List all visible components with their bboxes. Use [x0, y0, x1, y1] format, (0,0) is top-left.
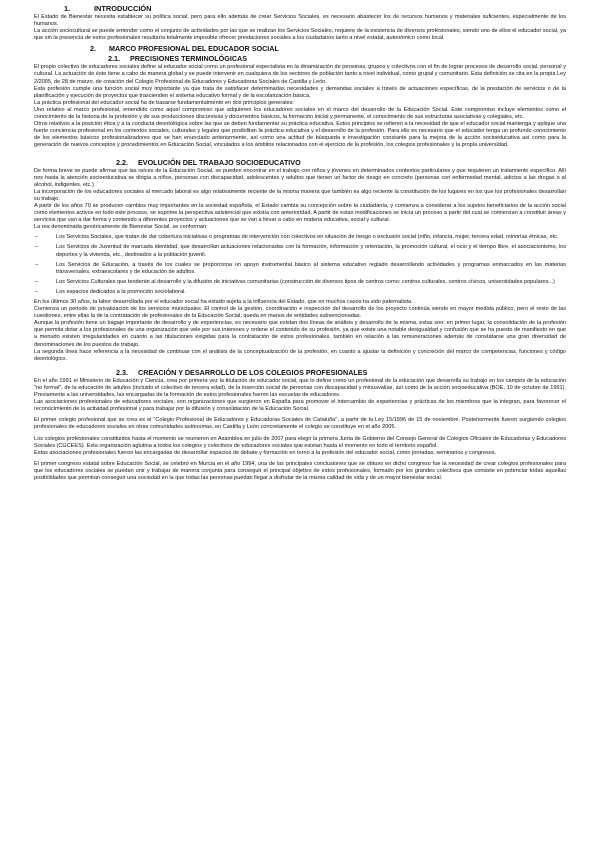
paragraph: Las asociaciones profesionales de educadores sociales, son organizaciones que surgieron en España para promover el intercambio de experiencias y prácticas de los miembros que la integran, para favorecer el reconocimiento de la actividad profesional y para trabajar por la difusión y consolidación de la Educación Social.	[34, 399, 566, 413]
subsection-title: CREACIÓN Y DESARROLLO DE LOS COLEGIOS PROFESIONALES	[138, 367, 368, 377]
paragraph: La rea denominada genéricamente de Bienestar Social, se conforman:	[34, 224, 208, 231]
paragraph: La incorporación de los educadores sociales al mercado laboral es algo relativamente reciente de la misma manera que también es algo reciente la constitución de los lugares en los que los profesionales desarrollan su trabajo.	[34, 188, 566, 202]
subsection-title: EVOLUCIÓN DEL TRABAJO SOCIOEDUCATIVO	[138, 157, 301, 167]
subsection-number: 2.2.	[116, 157, 128, 167]
section-heading	[34, 44, 566, 53]
paragraph: La acción sociocultural se puede entender como el conjunto de actividades por las que se realizan los Servicios Sociales, requiere de la existencia de diversos profesionales, siendo uno de ellos el educador social, ya que sin la presencia de estos profesionales resultaría totalmente imposible ofrecer prestaciones sociales a los ciudadanos tanto a nivel estatal, autonómico como local.	[34, 28, 566, 42]
paragraph: El propio colectivo de educadores sociales define al educador social como un profesional especialista en la dinamización de personas, grupos y colectivos con el fin de lograr procesos de desarrollo social, personal y cultural. La actuación de éste tiene a cabo de manera global y se puede intervenir en cualquiera de los sectores de población tanto a nivel individual, como grupal y comunitario. Esta definición se cita en la propia Ley 2/2005, de 28 de marzo, de creación del Colegio Profesional de Educadores y Educadoras Sociales de Castilla y León.	[34, 64, 566, 85]
list-item: – Los Servicios Culturales que tenderán al desarrollo y la difusión de iniciativas comunitarias (construcción de diversos tipos de centros como: centros culturales, centros cívicos, universidades populares...)	[56, 279, 566, 286]
subsection-title: PRECISIONES TERMINOLÓGICAS	[130, 54, 248, 64]
paragraph: En los últimos 30 años, la labor desarrollada por el educador social ha estado sujeta a la influencia del Estado, que en muchos casos ha sido paternalista.	[34, 299, 413, 305]
list-item: – Los Servicios de Educación, a través de los cuales se proporciona un apoyo instrumental básico al sistema educativo reglado desarrollando actividades y programas enmarcados en las materias transversales, extraescolares y de educación de adultos.	[56, 262, 566, 276]
paragraph: El primer colegio profesional que se crea es el "Colegio Profesional de Educadores y Educadoras Sociales de Cataluña", a partir de la Ley 15/1996 de 15 de noviembre. Posteriormente fueron surgiendo colegios profesionales de educadores sociales en otras comunidades autónomas, en Castilla y León concretamente el colegio se constituye en el año 2005.	[34, 417, 566, 431]
paragraph: Esta profesión cumple una función social muy importante ya que trata de satisfacer determinadas necesidades y demandas sociales a través de actuaciones específicas, de la prestación de servicios o de la planificación y ejecución de proyectos que trascienden el sistema educativo formal y de la escolarización básica.	[34, 85, 566, 99]
paragraph: Aunque la profesión tiene un bagaje importante de desarrollo y de experiencias, es necesario que existan dos líneas de análisis y desarrollo de la misma, estas son: en primer lugar, la consolidación de la profesión que permita dotar a los profesionales de una organización que vele por sus intereses y ordene el contenido de su profesión, ya que existe una notable desigualdad y confusión que se ha puesto de manifiesto en que a menudo existen irregularidades en cuanto a las titulaciones exigidas para la contratación de estos profesionales, también en relación a las remuneraciones además de constatarse una gran diversidad de denominaciones de los puestos de trabajo.	[34, 320, 566, 348]
paragraph: De forma breve se puede afirmar que las raíces de la Educación Social, se pueden encontrar en el trabajo con niños y jóvenes en determinados contextos particulares y que requieren un tratamiento específico. Allí nos hasta la atención socioeducativa se dirigía a niños, personas con discapacidad, adolescentes y adultos que tienen un factor de riesgo en concreto (personas con enfermedad mental, adictos a las drogas o al alcohol, indigentes, etc.)	[34, 167, 566, 188]
paragraph: La práctica profesional del educador social ha de basarse fundamentalmente en dos principios generales:	[34, 99, 294, 106]
paragraph: Otros relativos a la posición ética y a la conducta deontológica sobre las que se deben fundamentar su práctica educativa. Estos principios se refieren a la necesidad de que el educador social mantenga y aplique una fuerte conciencia profesional en los contextos sociales, culturales y legales que posibilitan la práctica educativa y el desarrollo de la profesión. Para ello es necesario que el educador tenga un profundo conocimiento de los elementos básicos profesionalizadores que se han enunciado anteriormente, así como una actitud de búsqueda e investigación constante para la mejora de la acción socioeducativa así como para la generación de nuevos conceptos y procedimientos en Educación Social, vinculados a los ámbitos relacionados con el ejercicio de la profesión, los colegios profesionales y la propia universidad.	[34, 121, 566, 149]
section-number: 2.	[90, 44, 96, 54]
paragraph: Los colegios profesionales constituidos hasta el momento se reunieron en Asamblea en julio de 2007 para elegir la primera Junta de Gobierno del Consejo General de Colegios Oficiales de Educadoras y Educadores Sociales (CGCEES). Esta organización aglutina a todos los colegios y colectivos de educadores sociales que existan hasta el momento en todo el territorio español.	[34, 435, 566, 449]
subsection-heading	[34, 368, 566, 377]
paragraph: La segunda línea hace referencia a la necesidad de continuar con el análisis de la conceptualización de la profesión, en cuanto a ajustar la definición y concreción del marco de competencias, funciones y código deontológico.	[34, 348, 566, 362]
subsection-number: 2.3.	[116, 367, 128, 377]
paragraph: En el año 1991 el Ministerio de Educación y Ciencia, crea por primera vez la titulación de educador social, que lo define como un profesional de la educación que desarrolla su trabajo en los campos de la educación "no formal", de la educación de adultos (incluido el colectivo de tercera edad), de la inserción social de personas con discapacidad y minusvalías, así como de la acción socioeducativa (BOE, 10 de octubre de 1991). Previamente a las universidades, las encargadas de la formación de estos profesionales fueron las escuelas de educadores.	[34, 377, 566, 399]
section-number: 1.	[64, 4, 71, 13]
paragraph: Uno relativo al marco profesional, entendido como aquel compromiso que adquieren los educadores sociales en el marco del desarrollo de la Educación Social. Este compromiso incluye elementos como el conocimiento de la historia de la profesión y de sus producciones discursivas y documentos básicos, la formación inicial y permanente, el conocimiento de sus estructuras asociativas y colegiales, etc.	[34, 106, 566, 121]
paragraph: A partir de los años 70 se producen cambios muy importantes en la sociedad española, el Estado cambia su concepción sobre la ciudadanía, y comienza a considerar a los sujetos beneficiarios de la acción social como elementos activos en todo este proceso, se suprime la perspectiva asistencial que existía con anterioridad. A partir de estas modificaciones se inicia un proceso a partir del cual se comienzan a constituir áreas y servicios que van a dar forma y contenido a diferentes proyectos y actuaciones que se van a llevar a cabo en materia educativa, social y cultural.	[34, 202, 566, 224]
section-heading	[34, 4, 566, 13]
section-title: MARCO PROFESIONAL DEL EDUCADOR SOCIAL	[109, 44, 279, 54]
paragraph: El primer congreso estatal sobre Educación Social, se celebró en Murcia en el año 1994, una de las principales conclusiones que se obtuvo en dicho congreso fue la necesidad de crear colegios profesionales para que los educadores sociales se puedan unir y trabajar de manera conjunta para conseguir el principal objetivo de estos profesionales, formado por los grandes colectivos que consiste en potenciar todas aquellas posibilidades que permitan conseguir una sociedad en la que todas las personas puedan llegar a disfrutar de la misma calidad de vida y de un mayor bienestar social.	[34, 460, 566, 481]
paragraph: El Estado de Bienestar necesita establecer su política social, pero para ello además de crear Servicios Sociales, es necesario abastecer los de recursos humanos y materiales suficientes, especialmente de los humanos.	[34, 14, 566, 28]
paragraph: Comienza un periodo de privatización de los servicios municipales. El control de la gestión, coordinación e inspección del desarrollo de los proyecto continúa siendo en mayor medida público, pero el resto de las cuestiones, entre ellas la de la contratación de profesionales de la Educación Social, queda en manos de entidades subvencionadas.	[34, 306, 566, 320]
bullet-list	[34, 234, 566, 296]
list-item: – Los espacios dedicados a la promoción sociolaboral.	[56, 289, 566, 296]
subsection-heading	[34, 54, 566, 63]
section-title: INTRODUCCIÓN	[94, 4, 152, 13]
paragraph: Estas asociaciones profesionales fueron las encargadas de desarrollar espacios de debate y formación en torno a la profesión del educador social, como jornadas, seminarios y congresos.	[34, 449, 497, 456]
subsection-number: 2.1.	[108, 54, 120, 64]
subsection-heading	[34, 158, 566, 167]
list-item: – Los Servicios Sociales, que tratan de dar cobertura iniciativas o programas de intervención con colectivos en situación de riesgo o exclusión social (niño, infancia, mujer, tercera edad, minorías étnicas, etc.	[56, 234, 566, 241]
list-item: – Los Servicios de Juventud de marcada identidad, que desarrollan actuaciones relacionadas con la formación, información y orientación, la promoción cultural, el ocio y el tiempo libre, el asociacionismo, los deportes y la vivienda, etc., destinados a la población juvenil.	[56, 244, 566, 258]
